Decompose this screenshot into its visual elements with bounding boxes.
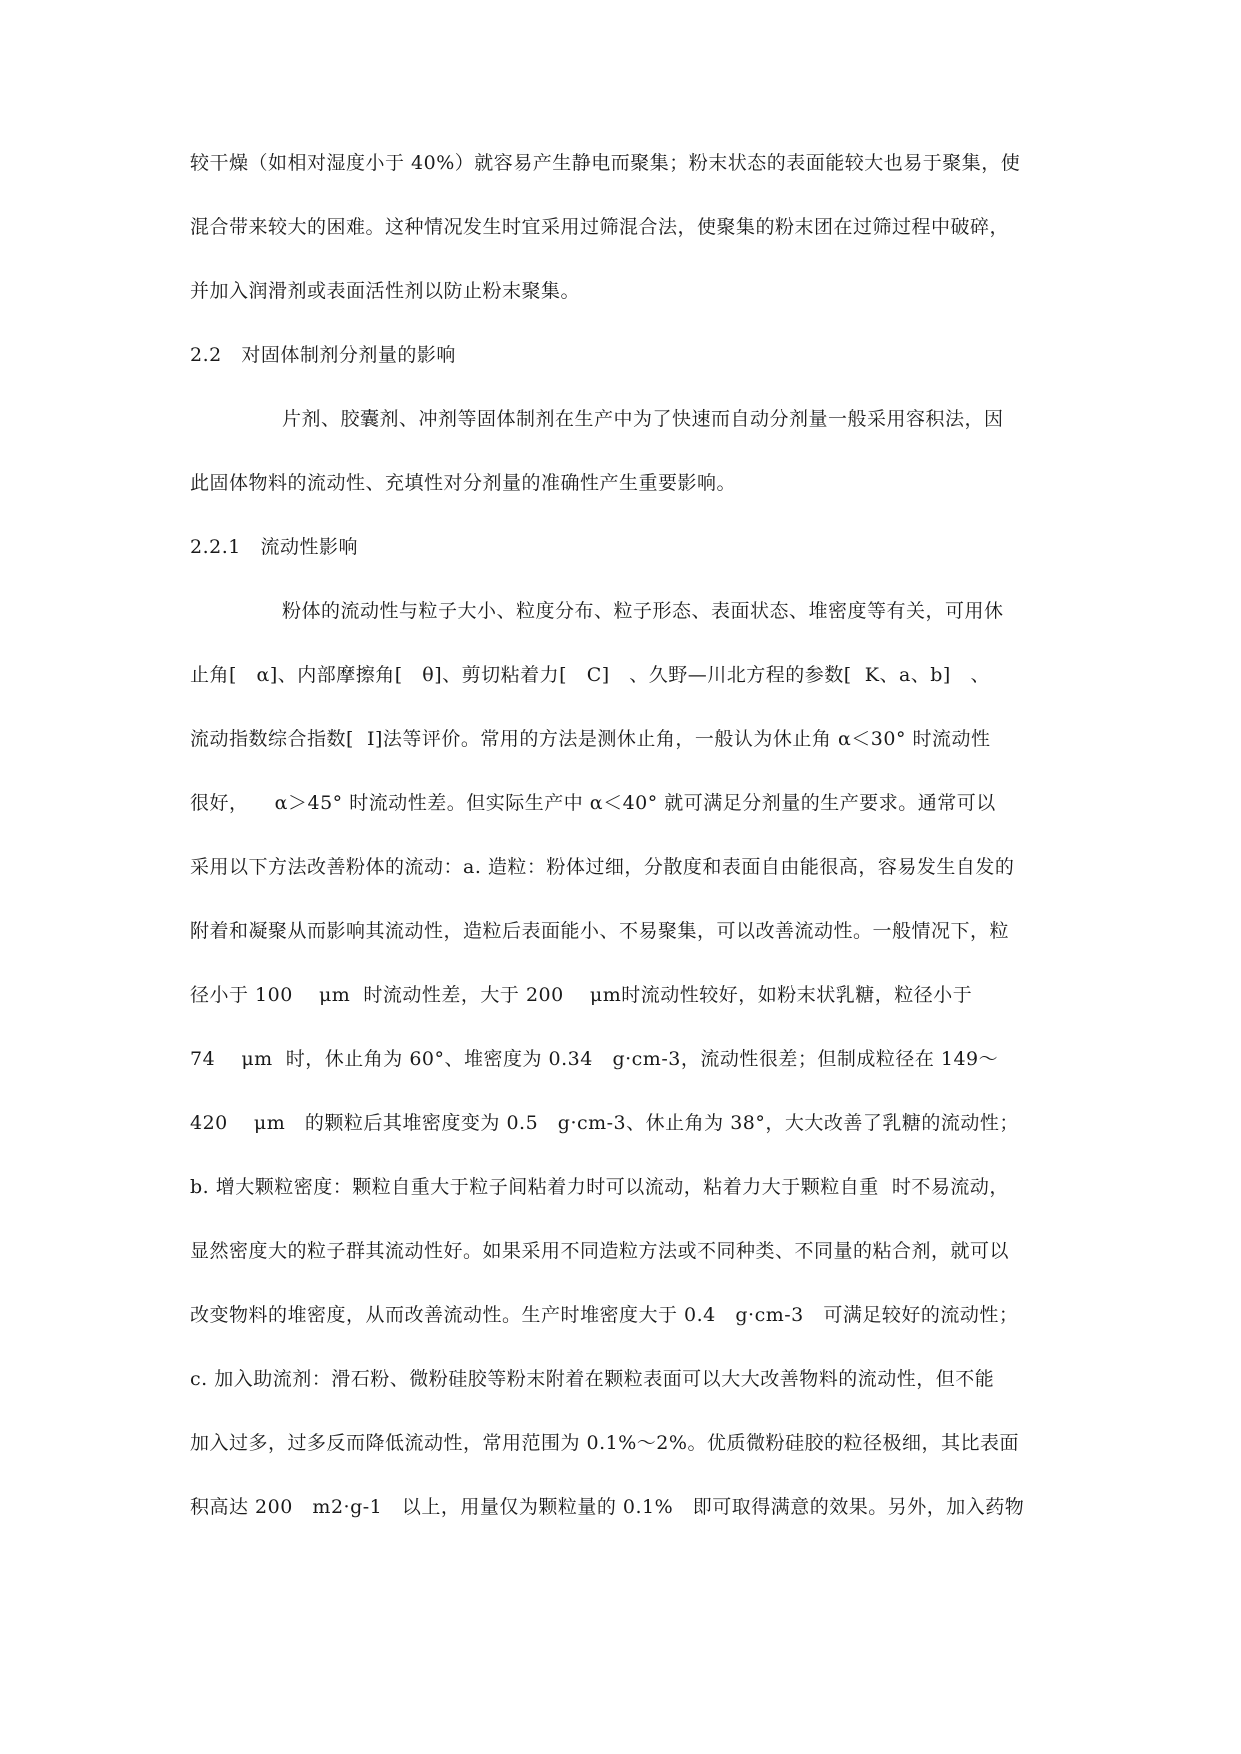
- text-line: 片剂、胶囊剂、冲剂等固体制剂在生产中为了快速而自动分剂量一般采用容积法，因: [282, 408, 1004, 430]
- text-line: 流动指数综合指数[ I]法等评价。常用的方法是测休止角，一般认为休止角 α＜30° 时流动性: [190, 728, 991, 750]
- text-line: 改变物料的堆密度，从而改善流动性。生产时堆密度大于 0.4 g·cm-3 可满足较好的流动性；: [190, 1304, 1019, 1326]
- text-line: 很好， α＞45° 时流动性差。但实际生产中 α＜40° 就可满足分剂量的生产要求。通常可以: [190, 792, 996, 814]
- text-line: 420 μm 的颗粒后其堆密度变为 0.5 g·cm-3、休止角为 38°，大大改善了乳糖的流动性；: [190, 1112, 1019, 1134]
- text-line: 此固体物料的流动性、充填性对分剂量的准确性产生重要影响。: [190, 472, 737, 494]
- text-line: 加入过多，过多反而降低流动性，常用范围为 0.1%～2%。优质微粉硅胶的粒径极细，其比表面: [190, 1432, 1019, 1454]
- text-line: 止角[ α]、内部摩擦角[ θ]、剪切粘着力[ C] 、久野—川北方程的参数[ K、a、b] 、: [190, 664, 990, 686]
- section-heading-2-2: 2.2 对固体制剂分剂量的影响: [190, 344, 456, 366]
- text-line: 采用以下方法改善粉体的流动：a. 造粒：粉体过细，分散度和表面自由能很高，容易发生自发的: [190, 856, 1015, 878]
- text-line: 并加入润滑剂或表面活性剂以防止粉末聚集。: [190, 280, 581, 302]
- section-heading-2-2-1: 2.2.1 流动性影响: [190, 536, 358, 558]
- text-line: 径小于 100 μm 时流动性差，大于 200 μm时流动性较好，如粉末状乳糖，粒径小于: [190, 984, 973, 1006]
- text-line: 显然密度大的粒子群其流动性好。如果采用不同造粒方法或不同种类、不同量的粘合剂，就可以: [190, 1240, 1010, 1262]
- text-line: 混合带来较大的困难。这种情况发生时宜采用过筛混合法，使聚集的粉末团在过筛过程中破碎，: [190, 216, 1010, 238]
- text-line: 74 μm 时，休止角为 60°、堆密度为 0.34 g·cm-3，流动性很差；但制成粒径在 149～: [190, 1048, 999, 1070]
- text-line: c. 加入助流剂：滑石粉、微粉硅胶等粉末附着在颗粒表面可以大大改善物料的流动性，但不能: [190, 1368, 995, 1390]
- text-line: 较干燥（如相对湿度小于 40%）就容易产生静电而聚集；粉末状态的表面能较大也易于聚集，使: [190, 152, 1021, 174]
- text-line: 积高达 200 m2·g-1 以上，用量仅为颗粒量的 0.1% 即可取得满意的效果。另外，加入药物: [190, 1496, 1025, 1518]
- text-line: b. 增大颗粒密度：颗粒自重大于粒子间粘着力时可以流动，粘着力大于颗粒自重 时不易流动，: [190, 1176, 1009, 1198]
- text-line: 附着和凝聚从而影响其流动性，造粒后表面能小、不易聚集，可以改善流动性。一般情况下，粒: [190, 920, 1010, 942]
- text-line: 粉体的流动性与粒子大小、粒度分布、粒子形态、表面状态、堆密度等有关，可用休: [282, 600, 1004, 622]
